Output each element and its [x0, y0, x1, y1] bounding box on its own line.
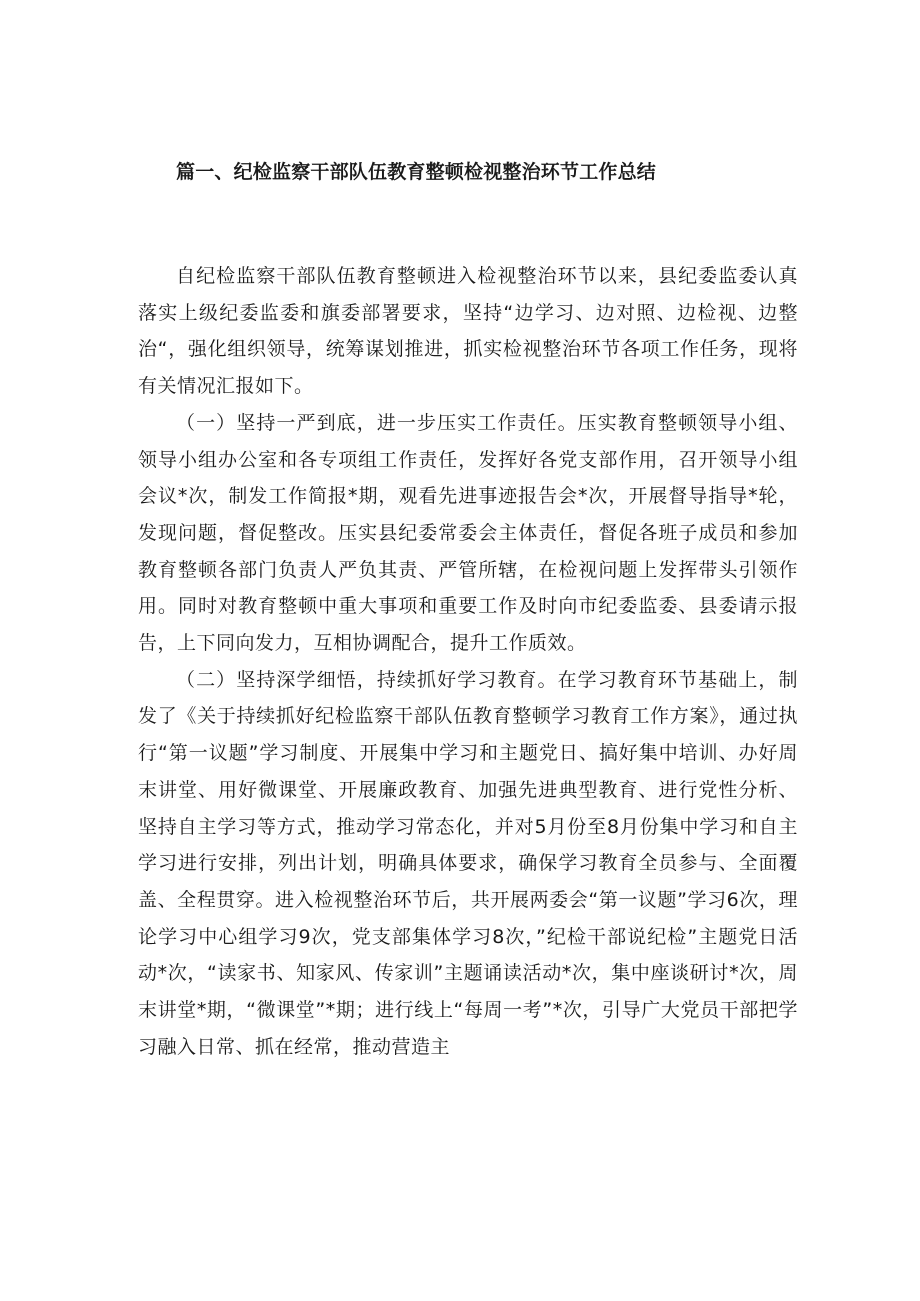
- paragraph-intro: 自纪检监察干部队伍教育整顿进入检视整治环节以来，县纪委监委认真落实上级纪委监委和旗委部署要求，坚持“边学习、边对照、边检视、边整治“，强化组织领导，统筹谋划推进，抓实检视整治环节各项工作任务，现将有关情况汇报如下。: [138, 265, 798, 398]
- document-title: 篇一、纪检监察干部队伍教育整顿检视整治环节工作总结: [176, 161, 657, 183]
- paragraph-section-1: （一）坚持一严到底，进一步压实工作责任。压实教育整顿领导小组、领导小组办公室和各专项组工作责任，发挥好各党支部作用，召开领导小组会议*次，制发工作简报*期，观看先进事迹报告会*次，开展督导指导*轮，发现问题，督促整改。压实县纪委常委会主体责任，督促各班子成员和参加教育整顿各部门负责人严负其责、严管所辖，在检视问题上发挥带头引领作用。同时对教育整顿中重大事项和重要工作及时向市纪委监委、县委请示报告，上下同向发力，互相协调配合，提升工作质效。: [138, 411, 798, 655]
- document-body: [138, 258, 798, 1065]
- paragraph-section-2: （二）坚持深学细悟，持续抓好学习教育。在学习教育环节基础上，制发了《关于持续抓好纪检监察干部队伍教育整顿学习教育工作方案》，通过执行“第一议题”学习制度、开展集中学习和主题党日、搞好集中培训、办好周末讲堂、用好微课堂、开展廉政教育、加强先进典型教育、进行党性分析、坚持自主学习等方式，推动学习常态化，并对5月份至8月份集中学习和自主学习进行安排，列出计划，明确具体要求，确保学习教育全员参与、全面覆盖、全程贯穿。进入检视整治环节后，共开展两委会“第一议题”学习6次，理论学习中心组学习9次，党支部集体学习8次，”纪检干部说纪检”主题党日活动*次，“读家书、知家风、传家训”主题诵读活动*次，集中座谈研讨*次，周末讲堂*期，“微课堂”*期；进行线上“每周一考”*次，引导广大党员干部把学习融入日常、抓在经常，推动营造主: [138, 668, 798, 1058]
